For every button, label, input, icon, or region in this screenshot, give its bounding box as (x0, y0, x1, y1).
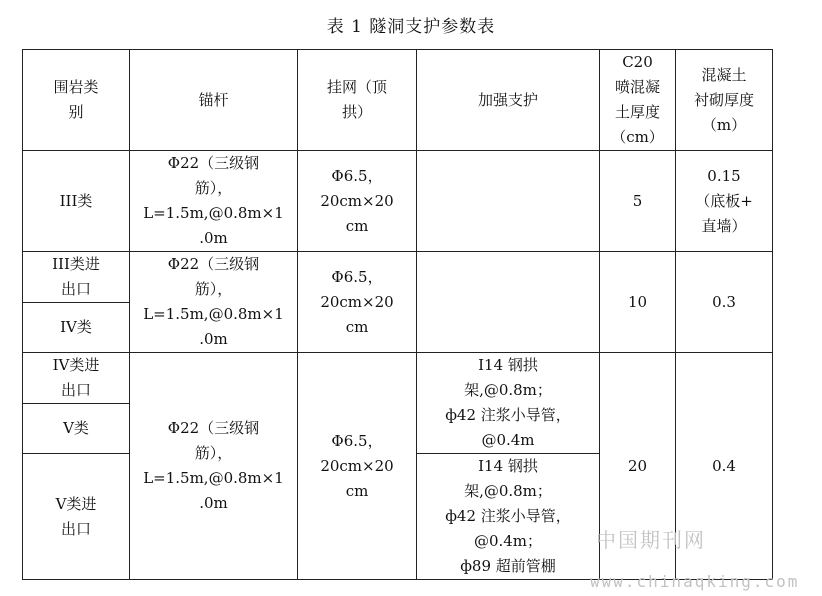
table-row (23, 353, 773, 404)
cell-anchor: Φ22（三级钢 筋）， L=1.5m,@0.8m×1 .0m (130, 151, 298, 252)
header-mesh: 挂网（顶 拱） (298, 50, 417, 151)
cell-reinforce (417, 151, 600, 252)
cell-mesh: Φ6.5， 20cm×20 cm (298, 353, 417, 580)
cell-rock-class: IV类 (23, 303, 130, 353)
cell-lining: 0.3 (676, 252, 773, 353)
cell-rock-class: V类进 出口 (23, 454, 130, 580)
cell-reinforce (417, 252, 600, 353)
table-row (23, 252, 773, 303)
header-lining: 混凝土 衬砌厚度 （m） (676, 50, 773, 151)
table-caption: 表 1 隧洞支护参数表 (326, 17, 496, 37)
support-parameters-table (22, 49, 773, 580)
cell-shotcrete: 5 (600, 151, 676, 252)
cell-anchor: Φ22（三级钢 筋）， L=1.5m,@0.8m×1 .0m (130, 353, 298, 580)
header-rock-class: 围岩类 别 (23, 50, 130, 151)
cell-rock-class: III类 (23, 151, 130, 252)
cell-shotcrete: 20 (600, 353, 676, 580)
table-row (23, 151, 773, 252)
cell-mesh: Φ6.5， 20cm×20 cm (298, 252, 417, 353)
cell-rock-class: III类进 出口 (23, 252, 130, 303)
header-reinforce: 加强支护 (417, 50, 600, 151)
cell-reinforce: I14 钢拱 架,@0.8m； ф42 注浆小导管， @0.4m (417, 353, 600, 454)
cell-reinforce: I14 钢拱 架,@0.8m； ф42 注浆小导管， @0.4m； ф89 超前管棚 (417, 454, 600, 580)
watermark-site-name: 中国期刊网 (596, 528, 706, 552)
watermark-site-url: www.chinaqking.com (590, 572, 800, 591)
header-anchor: 锚杆 (130, 50, 298, 151)
cell-lining: 0.15 （底板+ 直墙） (676, 151, 773, 252)
cell-lining: 0.4 (676, 353, 773, 580)
cell-mesh: Φ6.5， 20cm×20 cm (298, 151, 417, 252)
header-shotcrete: C20 喷混凝 土厚度 （cm） (600, 50, 676, 151)
header-row (23, 50, 773, 151)
cell-rock-class: IV类进 出口 (23, 353, 130, 404)
cell-rock-class: V类 (23, 404, 130, 454)
cell-shotcrete: 10 (600, 252, 676, 353)
cell-anchor: Φ22（三级钢 筋）， L=1.5m,@0.8m×1 .0m (130, 252, 298, 353)
